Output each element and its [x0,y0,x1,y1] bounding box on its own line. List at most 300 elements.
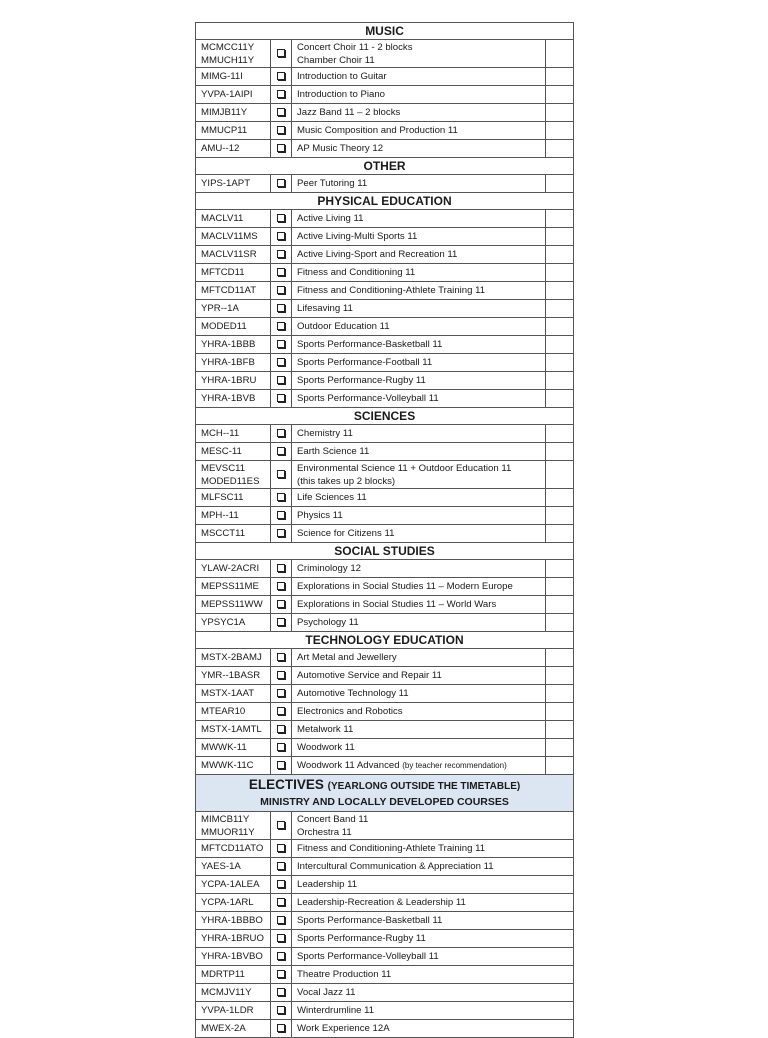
select-checkbox-cell[interactable] [271,175,292,193]
course-name-text: Leadership-Recreation & Leadership 11 [297,897,466,908]
select-checkbox-cell[interactable] [271,68,292,86]
empty-checkbox-icon[interactable] [277,821,285,829]
empty-checkbox-icon[interactable] [277,653,285,661]
select-checkbox-cell[interactable] [271,122,292,140]
course-name [297,284,545,297]
course-name-text: Concert Band 11 [297,813,369,825]
course-name-cell [292,40,546,68]
course-code-cell [196,425,271,443]
course-name-cell [292,461,546,489]
select-checkbox-cell[interactable] [271,596,292,614]
course-name-text: Outdoor Education 11 [297,321,390,332]
select-checkbox-cell[interactable] [271,461,292,489]
course-code: MSCCT11 [201,528,246,539]
course-code: YLAW-2ACRI [201,563,260,574]
select-checkbox-cell[interactable] [271,228,292,246]
course-name [297,651,545,664]
course-row [196,40,574,68]
empty-checkbox-icon[interactable] [277,358,285,366]
blank-entry-cell[interactable] [546,68,574,86]
course-code-cell [196,175,271,193]
select-checkbox-cell[interactable] [271,390,292,408]
course-code: MMUOR11Y [201,826,255,838]
blank-entry-cell[interactable] [546,372,574,390]
select-checkbox-cell[interactable] [271,876,292,894]
course-code-cell [196,489,271,507]
course-row [196,876,574,894]
blank-entry-cell[interactable] [546,425,574,443]
course-code: YHRA-1BVBO [201,951,263,962]
course-code-cell [196,876,271,894]
empty-checkbox-icon[interactable] [277,250,285,258]
course-row [196,894,574,912]
course-name [297,813,573,826]
empty-checkbox-icon[interactable] [277,470,285,478]
course-row [196,649,574,667]
course-name-text: Fitness and Conditioning-Athlete Training 11 [297,285,486,296]
course-name [297,509,545,522]
course-code-cell [196,461,271,489]
course-name-text: Theatre Production 11 [297,969,392,980]
empty-checkbox-icon[interactable] [277,232,285,240]
course-code-cell [196,894,271,912]
select-checkbox-cell[interactable] [271,894,292,912]
course-row [196,739,574,757]
select-checkbox-cell[interactable] [271,912,292,930]
empty-checkbox-icon[interactable] [277,72,285,80]
course-name-cell [292,425,546,443]
course-name-cell [292,876,574,894]
select-checkbox-cell[interactable] [271,489,292,507]
course-name-cell [292,210,546,228]
course-name-cell [292,68,546,86]
section-title: SCIENCES [196,408,574,425]
course-name-cell [292,649,546,667]
course-name-text: Peer Tutoring 11 [297,178,368,189]
blank-entry-cell[interactable] [546,104,574,122]
blank-entry-cell[interactable] [546,489,574,507]
empty-checkbox-icon[interactable] [277,376,285,384]
section-title: TECHNOLOGY EDUCATION [196,632,574,649]
select-checkbox-cell[interactable] [271,757,292,775]
empty-checkbox-icon[interactable] [277,743,285,751]
blank-entry-cell[interactable] [546,525,574,543]
course-name-text: Introduction to Piano [297,89,386,100]
select-checkbox-cell[interactable] [271,372,292,390]
course-name-text: Active Living-Sport and Recreation 11 [297,249,458,260]
course-row [196,721,574,739]
course-name [297,968,573,981]
blank-entry-cell[interactable] [546,443,574,461]
course-name-text: Criminology 12 [297,563,361,574]
course-row [196,578,574,596]
select-checkbox-cell[interactable] [271,443,292,461]
course-name-text: Woodwork 11 Advanced [297,760,400,771]
select-checkbox-cell[interactable] [271,984,292,1002]
empty-checkbox-icon[interactable] [277,898,285,906]
empty-checkbox-icon[interactable] [277,844,285,852]
select-checkbox-cell[interactable] [271,1020,292,1038]
select-checkbox-cell[interactable] [271,1002,292,1020]
course-code-cell [196,140,271,158]
course-name [297,142,545,155]
course-name-cell [292,948,574,966]
empty-checkbox-icon[interactable] [277,618,285,626]
course-code: MIMG-11I [201,71,243,82]
course-name [297,41,545,54]
select-checkbox-cell[interactable] [271,739,292,757]
course-row [196,336,574,354]
blank-entry-cell[interactable] [546,40,574,68]
course-name-cell [292,667,546,685]
select-checkbox-cell[interactable] [271,930,292,948]
blank-entry-cell[interactable] [546,461,574,489]
select-checkbox-cell[interactable] [271,966,292,984]
course-name [297,860,573,873]
course-row [196,703,574,721]
course-name-text: Explorations in Social Studies 11 – World Wars [297,599,497,610]
electives-subtitle: MINISTRY AND LOCALLY DEVELOPED COURSES [260,796,509,808]
course-row [196,461,574,489]
empty-checkbox-icon[interactable] [277,493,285,501]
blank-entry-cell[interactable] [546,336,574,354]
empty-checkbox-icon[interactable] [277,1024,285,1032]
blank-entry-cell[interactable] [546,210,574,228]
course-name [297,1004,573,1017]
course-name-text: Art Metal and Jewellery [297,652,397,663]
course-name [297,1022,573,1035]
electives-header-cell [196,775,574,812]
select-checkbox-cell[interactable] [271,560,292,578]
empty-checkbox-icon[interactable] [277,179,285,187]
course-name-cell [292,1020,574,1038]
course-name-cell [292,739,546,757]
course-row [196,966,574,984]
blank-entry-cell[interactable] [546,614,574,632]
electives-title-line [196,776,573,795]
empty-checkbox-icon[interactable] [277,952,285,960]
course-code-cell [196,984,271,1002]
course-code: YHRA-1BFB [201,357,255,368]
course-name-cell [292,840,574,858]
blank-entry-cell[interactable] [546,282,574,300]
course-name-cell [292,596,546,614]
course-code-cell [196,614,271,632]
course-code: MEPSS11ME [201,581,259,592]
select-checkbox-cell[interactable] [271,300,292,318]
course-code-cell [196,525,271,543]
course-code: MDRTP11 [201,969,245,980]
select-checkbox-cell[interactable] [271,948,292,966]
blank-entry-cell[interactable] [546,578,574,596]
empty-checkbox-icon[interactable] [277,394,285,402]
select-checkbox-cell[interactable] [271,858,292,876]
course-code-cell [196,649,271,667]
course-row [196,812,574,840]
course-row [196,840,574,858]
select-checkbox-cell[interactable] [271,507,292,525]
select-checkbox-cell[interactable] [271,264,292,282]
course-row [196,614,574,632]
blank-entry-cell[interactable] [546,560,574,578]
empty-checkbox-icon[interactable] [277,511,285,519]
course-code: MTEAR10 [201,706,246,717]
empty-checkbox-icon[interactable] [277,340,285,348]
blank-entry-cell[interactable] [546,667,574,685]
course-name [297,70,545,83]
select-checkbox-cell[interactable] [271,210,292,228]
section-header-technology-education [196,632,574,649]
course-row [196,228,574,246]
course-code: YHRA-1BBBO [201,915,263,926]
course-name [297,616,545,629]
select-checkbox-cell[interactable] [271,614,292,632]
empty-checkbox-icon[interactable] [277,582,285,590]
course-name-text: Lifesaving 11 [297,303,353,314]
course-name [297,374,545,387]
course-name-cell [292,930,574,948]
course-name [297,54,545,67]
course-name-cell [292,894,574,912]
blank-entry-cell[interactable] [546,757,574,775]
course-name [297,212,545,225]
course-row [196,246,574,264]
select-checkbox-cell[interactable] [271,812,292,840]
course-code: YPR--1A [201,303,239,314]
select-checkbox-cell[interactable] [271,40,292,68]
course-name-cell [292,912,574,930]
course-row [196,86,574,104]
empty-checkbox-icon[interactable] [277,725,285,733]
course-row [196,507,574,525]
select-checkbox-cell[interactable] [271,685,292,703]
course-name-text: Sports Performance-Football 11 [297,357,433,368]
course-name-cell [292,86,546,104]
select-checkbox-cell[interactable] [271,140,292,158]
course-row [196,930,574,948]
empty-checkbox-icon[interactable] [277,447,285,455]
course-code: YVPA-1AIPI [201,89,253,100]
blank-entry-cell[interactable] [546,175,574,193]
course-code: MIMCB11Y [201,813,250,825]
blank-entry-cell[interactable] [546,649,574,667]
course-name [297,462,545,475]
course-code-cell [196,812,271,840]
blank-entry-cell[interactable] [546,721,574,739]
course-name-text: Sports Performance-Volleyball 11 [297,951,439,962]
blank-entry-cell[interactable] [546,228,574,246]
course-name-text: (this takes up 2 blocks) [297,475,396,487]
select-checkbox-cell[interactable] [271,246,292,264]
select-checkbox-cell[interactable] [271,525,292,543]
course-code-cell [196,948,271,966]
course-name-text: Active Living-Multi Sports 11 [297,231,418,242]
course-name-cell [292,104,546,122]
course-code: MFTCD11 [201,267,245,278]
course-name-text: Fitness and Conditioning-Athlete Training 11 [297,843,486,854]
empty-checkbox-icon[interactable] [277,429,285,437]
course-name-text: Music Composition and Production 11 [297,125,458,136]
course-code: YMR--1BASR [201,670,261,681]
course-name-cell [292,390,546,408]
blank-entry-cell[interactable] [546,264,574,282]
course-name-text: Vocal Jazz 11 [297,987,356,998]
empty-checkbox-icon[interactable] [277,934,285,942]
course-code-cell [196,840,271,858]
blank-entry-cell[interactable] [546,703,574,721]
course-name [297,986,573,999]
course-code: MPH--11 [201,510,239,521]
course-name-cell [292,175,546,193]
course-name-text: Automotive Technology 11 [297,688,409,699]
course-row [196,1002,574,1020]
select-checkbox-cell[interactable] [271,104,292,122]
course-name-text: Sports Performance-Basketball 11 [297,915,443,926]
course-code-cell [196,1002,271,1020]
course-row [196,667,574,685]
course-name-text: Metalwork 11 [297,724,354,735]
section-title: PHYSICAL EDUCATION [196,193,574,210]
course-name-text: Winterdrumline 11 [297,1005,375,1016]
course-code-cell [196,578,271,596]
section-title: MUSIC [196,23,574,40]
blank-entry-cell[interactable] [546,739,574,757]
blank-entry-cell[interactable] [546,86,574,104]
course-code: YCPA-1ARL [201,897,254,908]
blank-entry-cell[interactable] [546,122,574,140]
empty-checkbox-icon[interactable] [277,600,285,608]
course-name-cell [292,264,546,282]
course-name-cell [292,122,546,140]
select-checkbox-cell[interactable] [271,703,292,721]
select-checkbox-cell[interactable] [271,282,292,300]
select-checkbox-cell[interactable] [271,336,292,354]
select-checkbox-cell[interactable] [271,667,292,685]
section-header-physical-education [196,193,574,210]
course-name-cell [292,318,546,336]
course-name [297,88,545,101]
course-code: MACLV11SR [201,249,257,260]
empty-checkbox-icon[interactable] [277,707,285,715]
course-name-cell [292,757,546,775]
select-checkbox-cell[interactable] [271,425,292,443]
course-name-text: AP Music Theory 12 [297,143,384,154]
course-code-cell [196,507,271,525]
empty-checkbox-icon[interactable] [277,1006,285,1014]
course-code-cell [196,443,271,461]
course-name [297,914,573,927]
course-row [196,489,574,507]
empty-checkbox-icon[interactable] [277,529,285,537]
empty-checkbox-icon[interactable] [277,108,285,116]
course-name-cell [292,246,546,264]
blank-entry-cell[interactable] [546,300,574,318]
blank-entry-cell[interactable] [546,246,574,264]
empty-checkbox-icon[interactable] [277,144,285,152]
empty-checkbox-icon[interactable] [277,671,285,679]
select-checkbox-cell[interactable] [271,649,292,667]
course-row [196,104,574,122]
blank-entry-cell[interactable] [546,596,574,614]
empty-checkbox-icon[interactable] [277,916,285,924]
select-checkbox-cell[interactable] [271,840,292,858]
blank-entry-cell[interactable] [546,390,574,408]
course-code-cell [196,40,271,68]
course-row [196,122,574,140]
course-name-cell [292,812,574,840]
empty-checkbox-icon[interactable] [277,761,285,769]
course-code-cell [196,210,271,228]
empty-checkbox-icon[interactable] [277,689,285,697]
empty-checkbox-icon[interactable] [277,322,285,330]
course-row [196,560,574,578]
empty-checkbox-icon[interactable] [277,268,285,276]
select-checkbox-cell[interactable] [271,578,292,596]
empty-checkbox-icon[interactable] [277,988,285,996]
course-code: MLFSC11 [201,492,244,503]
empty-checkbox-icon[interactable] [277,126,285,134]
course-name [297,669,545,682]
course-row [196,390,574,408]
course-name-cell [292,560,546,578]
empty-checkbox-icon[interactable] [277,214,285,222]
course-code: AMU--12 [201,143,240,154]
empty-checkbox-icon[interactable] [277,90,285,98]
select-checkbox-cell[interactable] [271,86,292,104]
course-code-cell [196,930,271,948]
empty-checkbox-icon[interactable] [277,286,285,294]
course-name-cell [292,703,546,721]
blank-entry-cell[interactable] [546,507,574,525]
course-name [297,392,545,405]
course-row [196,300,574,318]
course-name-text: Automotive Service and Repair 11 [297,670,442,681]
blank-entry-cell[interactable] [546,354,574,372]
empty-checkbox-icon[interactable] [277,564,285,572]
blank-entry-cell[interactable] [546,685,574,703]
course-name [297,230,545,243]
empty-checkbox-icon[interactable] [277,49,285,57]
course-row [196,948,574,966]
course-row [196,264,574,282]
course-name-cell [292,578,546,596]
section-title: OTHER [196,158,574,175]
course-name-cell [292,443,546,461]
course-name [297,356,545,369]
course-code-cell [196,336,271,354]
empty-checkbox-icon[interactable] [277,304,285,312]
course-code-cell [196,228,271,246]
course-name-text: Sports Performance-Volleyball 11 [297,393,439,404]
course-selection-sheet [195,22,573,1038]
select-checkbox-cell[interactable] [271,354,292,372]
blank-entry-cell[interactable] [546,318,574,336]
course-code: YHRA-1BBB [201,339,256,350]
empty-checkbox-icon[interactable] [277,970,285,978]
course-name-text: Intercultural Communication & Appreciation 11 [297,861,494,872]
course-name-text: Sports Performance-Basketball 11 [297,339,443,350]
select-checkbox-cell[interactable] [271,318,292,336]
select-checkbox-cell[interactable] [271,721,292,739]
course-name [297,338,545,351]
course-name [297,580,545,593]
empty-checkbox-icon[interactable] [277,880,285,888]
empty-checkbox-icon[interactable] [277,862,285,870]
course-code: MODED11ES [201,475,260,487]
blank-entry-cell[interactable] [546,140,574,158]
course-row [196,210,574,228]
course-row [196,318,574,336]
